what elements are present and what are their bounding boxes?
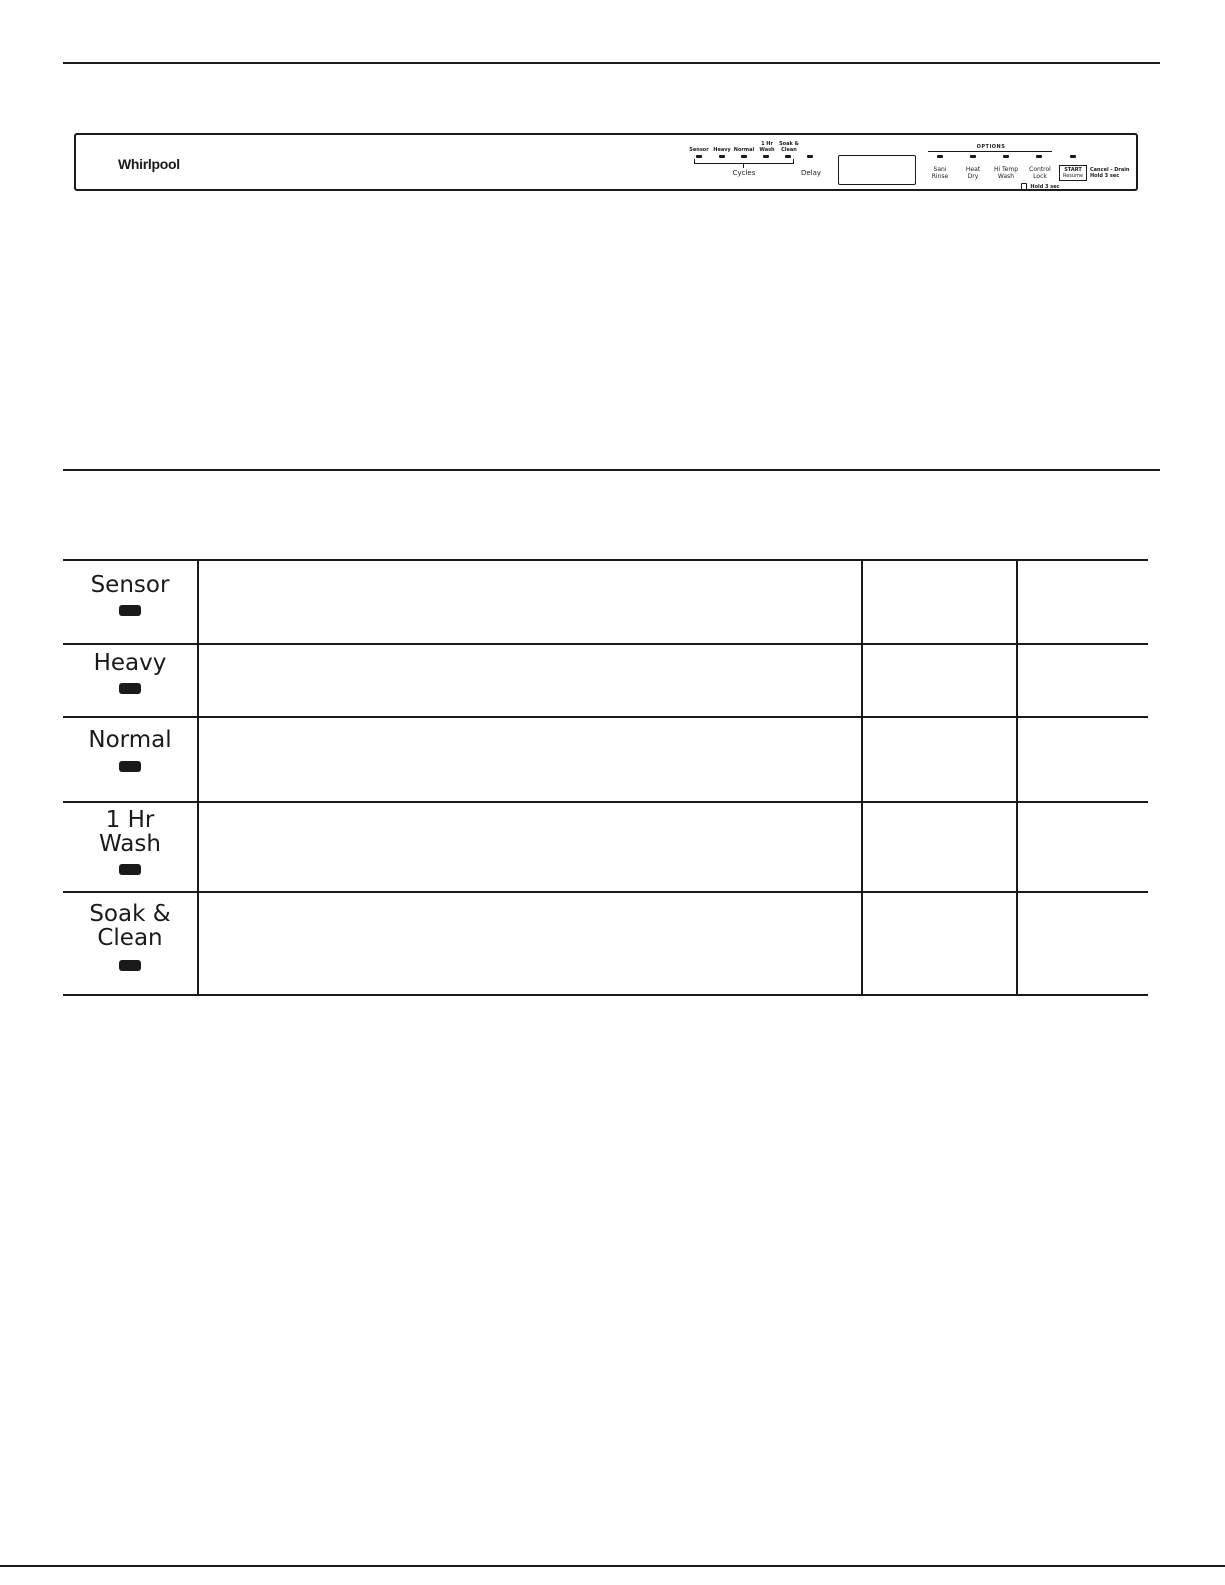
panel-led-start bbox=[1070, 155, 1076, 158]
cycle-name-1hr-wash: 1 Hr Wash bbox=[99, 807, 161, 857]
panel-cycle-label-heavy: Heavy bbox=[713, 147, 731, 153]
panel-options-title: OPTIONS bbox=[976, 144, 1006, 150]
lock-icon bbox=[1021, 183, 1027, 190]
cycles-bracket bbox=[694, 159, 794, 164]
cycle-led-sensor bbox=[119, 605, 141, 616]
cycle-name-soak-clean: Soak & Clean bbox=[89, 901, 171, 951]
panel-led-soak-clean bbox=[785, 155, 791, 158]
cycle-cell bbox=[63, 892, 198, 995]
panel-led-hi-temp-wash bbox=[1003, 155, 1009, 158]
cycle-led-normal bbox=[119, 761, 141, 772]
panel-cycles-label: Cycles bbox=[732, 169, 756, 177]
column3-cell bbox=[862, 802, 1017, 892]
cycle-cell bbox=[63, 560, 198, 644]
description-cell bbox=[198, 717, 862, 802]
table-row bbox=[63, 892, 1148, 995]
section-divider bbox=[63, 469, 1160, 471]
panel-heat-dry-button[interactable]: Heat Dry bbox=[965, 166, 981, 180]
panel-led-sensor bbox=[696, 155, 702, 158]
description-cell bbox=[198, 644, 862, 717]
panel-led-delay bbox=[807, 155, 813, 158]
panel-hi-temp-wash-button[interactable]: Hi Temp Wash bbox=[993, 166, 1019, 180]
panel-cycle-label-sensor: Sensor bbox=[689, 147, 709, 153]
control-panel bbox=[74, 133, 1138, 191]
column4-cell bbox=[1017, 560, 1148, 644]
panel-cycle-label-normal: Normal bbox=[733, 147, 755, 153]
cycle-table bbox=[63, 559, 1148, 996]
column3-cell bbox=[862, 717, 1017, 802]
cycle-cell bbox=[63, 802, 198, 892]
column4-cell bbox=[1017, 644, 1148, 717]
panel-display bbox=[838, 155, 916, 185]
description-cell bbox=[198, 560, 862, 644]
top-divider bbox=[63, 62, 1160, 64]
panel-cancel-hold-label: Hold 3 sec bbox=[1090, 173, 1120, 179]
column4-cell bbox=[1017, 892, 1148, 995]
column3-cell bbox=[862, 560, 1017, 644]
table-row bbox=[63, 560, 1148, 644]
cycle-led-soak-clean bbox=[119, 960, 141, 971]
table-row bbox=[63, 802, 1148, 892]
description-cell bbox=[198, 802, 862, 892]
cycle-name-sensor: Sensor bbox=[90, 572, 170, 598]
panel-led-control-lock bbox=[1036, 155, 1042, 158]
description-cell bbox=[198, 892, 862, 995]
cycle-cell bbox=[63, 644, 198, 717]
cycle-name-normal: Normal bbox=[88, 727, 172, 753]
start-label: START bbox=[1064, 167, 1082, 173]
options-line bbox=[928, 151, 1052, 152]
column3-cell bbox=[862, 644, 1017, 717]
panel-led-heavy bbox=[719, 155, 725, 158]
panel-led-heat-dry bbox=[970, 155, 976, 158]
column4-cell bbox=[1017, 802, 1148, 892]
cycle-cell bbox=[63, 717, 198, 802]
cycle-led-1hr-wash bbox=[119, 864, 141, 875]
table-row bbox=[63, 717, 1148, 802]
cycles-bracket-stem bbox=[743, 163, 744, 168]
table-row bbox=[63, 644, 1148, 717]
panel-led-normal bbox=[741, 155, 747, 158]
column4-cell bbox=[1017, 717, 1148, 802]
cycle-name-heavy: Heavy bbox=[93, 650, 167, 676]
panel-sani-rinse-button[interactable]: Sani Rinse bbox=[931, 166, 949, 180]
panel-cycle-label-1hr-wash: 1 Hr Wash bbox=[759, 141, 775, 153]
panel-cycle-label-soak-clean: Soak & Clean bbox=[779, 141, 799, 153]
panel-control-lock-button[interactable]: Control Lock bbox=[1029, 166, 1051, 180]
resume-label: Resume bbox=[1062, 173, 1084, 179]
panel-led-sani-rinse bbox=[937, 155, 943, 158]
panel-delay-button[interactable]: Delay bbox=[800, 169, 822, 177]
panel-start-resume-button[interactable] bbox=[1059, 165, 1087, 181]
panel-cancel-drain-label: Cancel - Drain bbox=[1090, 167, 1130, 173]
panel-hold-label: Hold 3 sec bbox=[1030, 184, 1060, 190]
panel-led-1hr-wash bbox=[763, 155, 769, 158]
column3-cell bbox=[862, 892, 1017, 995]
cycle-led-heavy bbox=[119, 683, 141, 694]
page-bottom-divider bbox=[0, 1565, 1225, 1567]
brand-logo: Whirlpool bbox=[118, 156, 180, 172]
